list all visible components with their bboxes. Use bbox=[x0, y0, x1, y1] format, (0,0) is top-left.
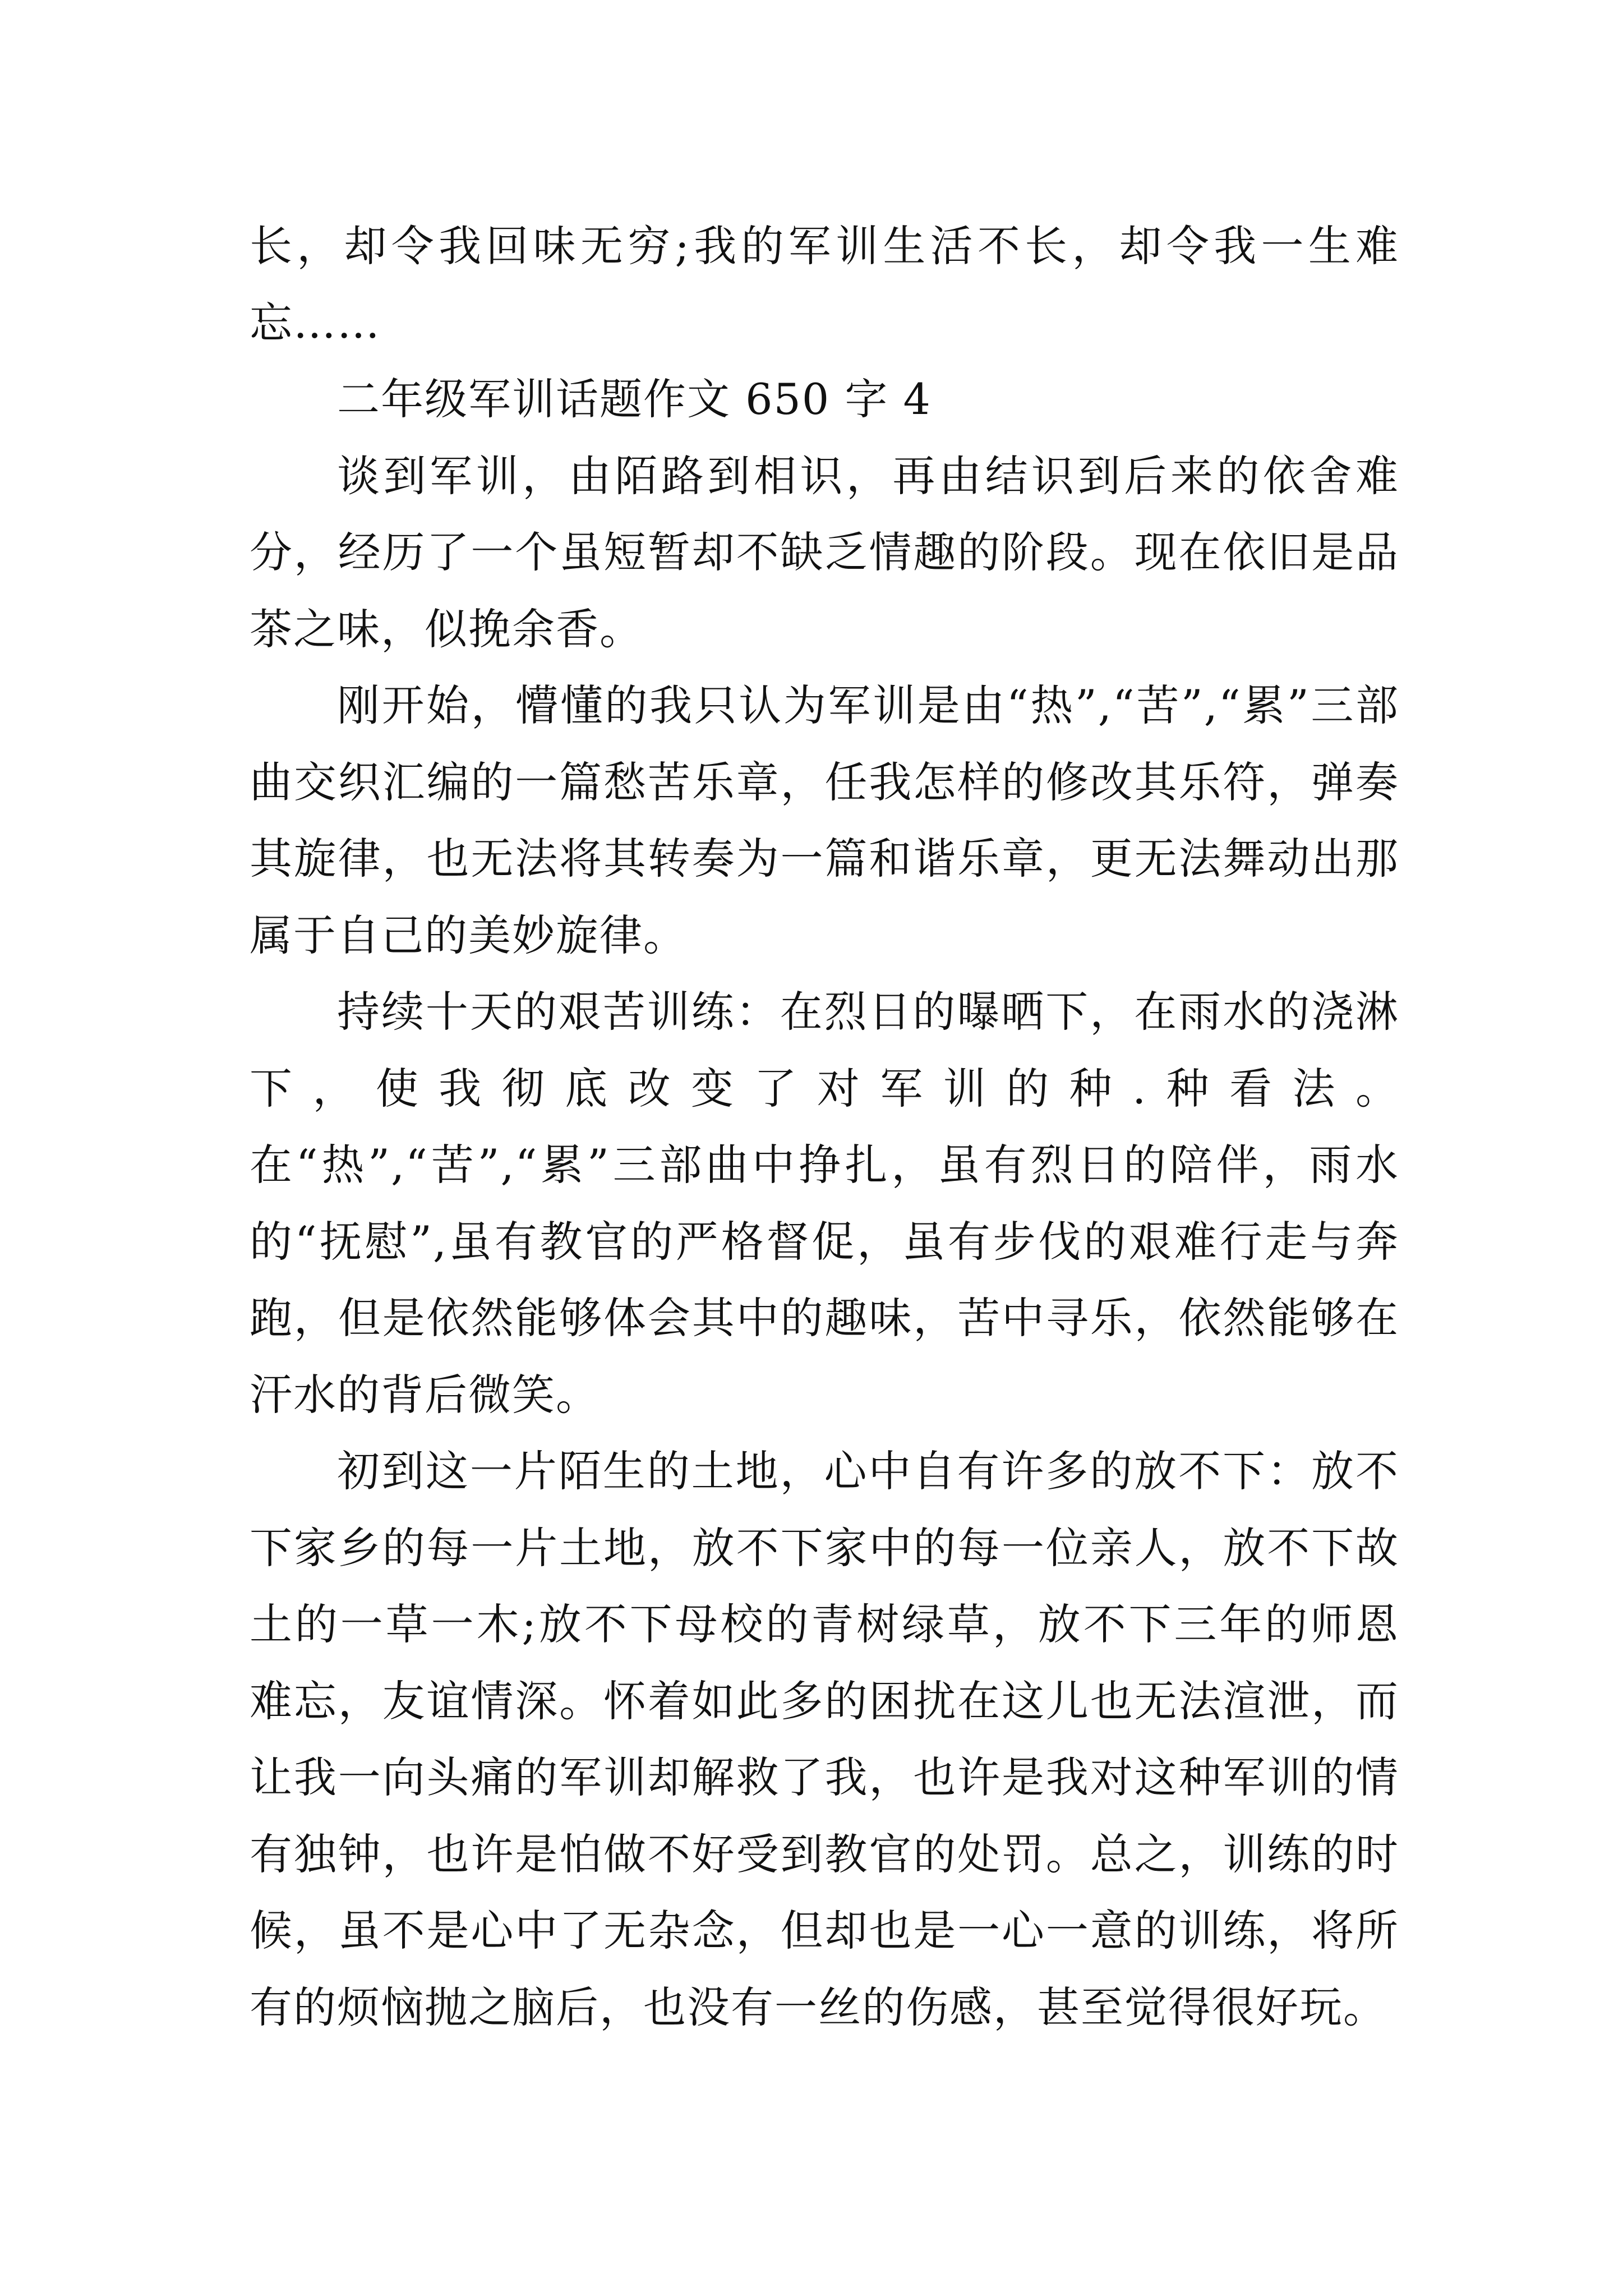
essay-body bbox=[250, 208, 1399, 2046]
paragraph-3: 持续十天的艰苦训练：在烈日的曝晒下，在雨水的浇淋下，使我彻底改变了对军训的种.种看法。在“热”,“苦”,“累”三部曲中挣扎，虽有烈日的陪伴，雨水的“抚慰”,虽有教官的严格督促，虽有步伐的艰难行走与奔跑，但是依然能够体会其中的趣味，苦中寻乐，依然能够在汗水的背后微笑。 bbox=[250, 987, 1399, 1420]
paragraph-1: 谈到军训，由陌路到相识，再由结识到后来的依舍难分，经历了一个虽短暂却不缺乏情趣的阶段。现在依旧是品茶之味，似挽余香。 bbox=[250, 450, 1399, 654]
paragraph-continuation: 长，却令我回味无穷;我的军训生活不长，却令我一生难忘…… bbox=[250, 221, 1399, 348]
paragraph-2: 刚开始，懵懂的我只认为军训是由“热”,“苦”,“累”三部曲交织汇编的一篇愁苦乐章，任我怎样的修改其乐符，弹奏其旋律，也无法将其转奏为一篇和谐乐章，更无法舞动出那属于自己的美妙旋律。 bbox=[250, 680, 1399, 960]
paragraph-4: 初到这一片陌生的土地，心中自有许多的放不下：放不下家乡的每一片土地，放不下家中的每一位亲人，放不下故土的一草一木;放不下母校的青树绿草，放不下三年的师恩难忘，友谊情深。怀着如此多的困扰在这儿也无法渲泄，而让我一向头痛的军训却解救了我，也许是我对这种军训的情有独钟，也许是怕做不好受到教官的处罚。总之，训练的时候，虽不是心中了无杂念，但却也是一心一意的训练，将所有的烦恼抛之脑后，也没有一丝的伤感，甚至觉得很好玩。 bbox=[250, 1446, 1399, 2032]
essay-heading: 二年级军训话题作文 650 字 4 bbox=[337, 374, 932, 424]
